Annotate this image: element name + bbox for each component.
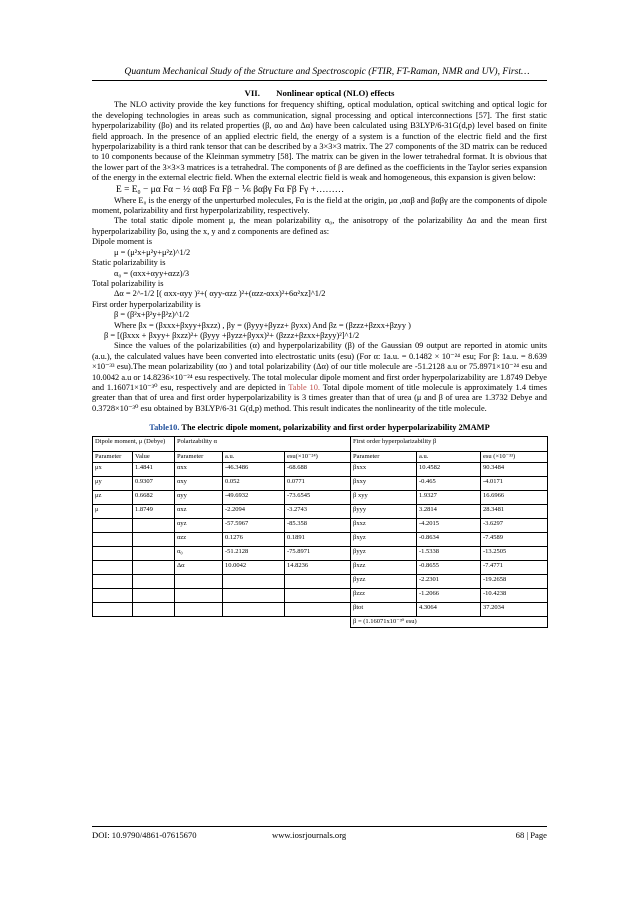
table-cell: μz	[93, 490, 133, 504]
group-dipole: Dipole moment, μ (Debye)	[93, 436, 175, 451]
table-cell	[285, 602, 351, 616]
table-cell: -1.2066	[417, 588, 481, 602]
table-cell: -68.688	[285, 462, 351, 476]
table-cell: αyz	[175, 518, 223, 532]
table-cell	[93, 560, 133, 574]
table-row	[93, 504, 548, 518]
table-cell: 37.2034	[481, 602, 548, 616]
table-cell: βzzz	[351, 588, 417, 602]
table-cell	[133, 532, 175, 546]
table-cell: αxz	[175, 504, 223, 518]
table-row	[93, 560, 548, 574]
table-row	[93, 574, 548, 588]
table-caption	[92, 423, 547, 433]
footer-page-number: 68 | Page	[515, 830, 547, 840]
equation-beta: β = (β²x+β²y+β²z)^1/2	[114, 310, 190, 320]
section-heading	[92, 88, 547, 98]
table-group-header	[93, 436, 548, 451]
table-cell: -4.0171	[481, 476, 548, 490]
table-cell	[223, 602, 285, 616]
table-row	[93, 490, 548, 504]
table-cell: -49.6932	[223, 490, 285, 504]
nlo-table	[92, 436, 548, 628]
equation-dipole: μ = (μ²x+μ²y+μ²z)^1/2	[114, 247, 191, 257]
table-cell: 1.4841	[133, 462, 175, 476]
table-cell: μy	[93, 476, 133, 490]
results-text-a: Since the values of the polarizabilities (α) and hyperpolarizability (β) of the Gaussian 09 output are reported in atomic units (a.u.), the calculated values have been converted into electrostatic units (esu) (For α: 1a.u. = 0.1482 × 10⁻²⁴ esu; For β: 1a.u. = 8.639 ×10⁻³³ esu).The mean polarizability (αo ) and total polarizability (Δα) of our title molecule are -51.2128 a.u or 75.8971×10⁻²⁴ esu and 10.0042 a.u or 14.8236×10⁻²⁴ esu respectively. The total molecular dipole moment and first order hyperpolarizability are 1.8749 Debye and 1.16071×10⁻³⁰ esu, respectively and are depicted in	[92, 341, 547, 392]
table-cell: αxx	[175, 462, 223, 476]
table-cell: -7.4771	[481, 560, 548, 574]
table-cell: 14.8236	[285, 560, 351, 574]
table-cell	[285, 574, 351, 588]
table-cell: -13.2505	[481, 546, 548, 560]
table-cell: 16.6966	[481, 490, 548, 504]
table-cell: -75.8971	[285, 546, 351, 560]
table-cell: 0.052	[223, 476, 285, 490]
table-cell: 0.1276	[223, 532, 285, 546]
table-cell	[93, 518, 133, 532]
table-cell: β xyy	[351, 490, 417, 504]
col-header: Value	[133, 451, 175, 462]
table-row	[93, 476, 548, 490]
label-total-polarizability: Total polarizability is	[92, 278, 164, 288]
table-cell: 0.1891	[285, 532, 351, 546]
table-caption-text: The electric dipole moment, polarizability and first order hyperpolarizability 2MAMP	[181, 423, 490, 433]
table-cell: -3.6297	[481, 518, 548, 532]
label-static-polarizability: Static polarizability is	[92, 258, 166, 268]
group-hyperpolarizability: First order hyperpolarizability β	[351, 436, 548, 451]
table-cell	[133, 546, 175, 560]
table-cell: βxxy	[351, 476, 417, 490]
table-cell: 1.8749	[133, 504, 175, 518]
table-cell: -0.465	[417, 476, 481, 490]
section-title: Nonlinear optical (NLO) effects	[276, 88, 395, 98]
table-cell: βyyy	[351, 504, 417, 518]
table-cell: 10.0042	[223, 560, 285, 574]
table-cell	[285, 588, 351, 602]
table-cell: 0.6682	[133, 490, 175, 504]
table-cell	[175, 574, 223, 588]
col-header: a.u.	[417, 451, 481, 462]
table-number: Table10.	[149, 423, 180, 433]
table-cell: 90.3484	[481, 462, 548, 476]
table-reference-link[interactable]: Table 10.	[288, 382, 320, 392]
table-cell: αxy	[175, 476, 223, 490]
paragraph-where: Where E₀ is the energy of the unperturbed molecules, Fα is the field at the origin, μα ,ααβ and βαβγ are the components of dipole moment, polarizability and first hyperpolarizability, respectively.	[92, 195, 547, 216]
table-cell: 0.0771	[285, 476, 351, 490]
table-cell: -57.5967	[223, 518, 285, 532]
equation-beta-components: Where βx = (βxxx+βxyy+βxzz) , βy = (βyyy+βyzz+ βyxx) And βz = (βzzz+βzxx+βzyy )	[114, 320, 411, 330]
table-cell: 4.3064	[417, 602, 481, 616]
col-header: Parameter	[351, 451, 417, 462]
equation-static-polarizability: α₀ = (αxx+αyy+αzz)/3	[114, 268, 190, 278]
table-cell: αyy	[175, 490, 223, 504]
running-header: Quantum Mechanical Study of the Structure and Spectroscopic (FTIR, FT-Raman, NMR and UV), First…	[124, 66, 530, 77]
header-rule	[92, 80, 547, 81]
table-cell: -3.2743	[285, 504, 351, 518]
col-header: esu (×10⁻³³)	[481, 451, 548, 462]
table-cell: -4.2015	[417, 518, 481, 532]
page-content	[92, 84, 547, 628]
table-cell: αzz	[175, 532, 223, 546]
equation-total-polarizability: Δα = 2^-1/2 [( αxx-αyy )²+( αyy-αzz )²+(αzz-αxx)²+6α²xz]^1/2	[114, 289, 326, 299]
table-row	[93, 462, 548, 476]
energy-equation: E = E₀ − μα Fα − ½ ααβ Fα Fβ − ⅙ βαβγ Fα Fβ Fγ +………	[116, 184, 345, 195]
table-cell: βxyz	[351, 532, 417, 546]
table-cell: βyyz	[351, 546, 417, 560]
col-header: a.u.	[223, 451, 285, 462]
table-cell: βxzz	[351, 560, 417, 574]
equation-beta-full: β = [(βxxx + βxyy+ βxzz)²+ (βyyy +βyzz+βyxx)²+ (βzzz+βzxx+βzyy)²]^1/2	[104, 330, 360, 340]
table-cell: 3.2814	[417, 504, 481, 518]
paragraph-results	[92, 341, 547, 414]
label-dipole: Dipole moment is	[92, 237, 153, 247]
results-text-b: Total dipole moment of title molecule is approximately 1.4 times greater than that of urea and first order hyperpolarizability is 3 times greater than that of urea (μ and β of urea are 1.3732 Debye and 0.3728×10⁻³⁰ esu obtained by B3LYP/6-31 G(d,p) method. This result indicates the nonlinearity of the title molecule.	[92, 382, 547, 413]
table-column-header	[93, 451, 548, 462]
table-cell: -10.4238	[481, 588, 548, 602]
table-row	[93, 532, 548, 546]
table-row	[93, 546, 548, 560]
table-cell: -51.2128	[223, 546, 285, 560]
table-cell	[175, 588, 223, 602]
table-cell	[93, 532, 133, 546]
table-cell	[223, 588, 285, 602]
table-cell	[93, 588, 133, 602]
table-cell: 1.9327	[417, 490, 481, 504]
table-cell: -2.2094	[223, 504, 285, 518]
table-cell: -1.5338	[417, 546, 481, 560]
table-cell: -46.3486	[223, 462, 285, 476]
table-cell	[133, 588, 175, 602]
table-cell: Δα	[175, 560, 223, 574]
table-row	[93, 518, 548, 532]
col-header: Parameter	[93, 451, 133, 462]
footer-doi: DOI: 10.9790/4861-07615670	[92, 830, 197, 840]
table-cell: -7.4589	[481, 532, 548, 546]
table-cell: μx	[93, 462, 133, 476]
table-cell: βxxz	[351, 518, 417, 532]
col-header: Parameter	[175, 451, 223, 462]
table-cell	[133, 574, 175, 588]
table-cell: -2.2301	[417, 574, 481, 588]
table-cell: -73.6545	[285, 490, 351, 504]
table-cell: α₀	[175, 546, 223, 560]
table-cell	[223, 574, 285, 588]
table-cell: βtot	[351, 602, 417, 616]
table-cell	[93, 546, 133, 560]
table-row	[93, 588, 548, 602]
table-cell: βyzz	[351, 574, 417, 588]
table-cell: μ	[93, 504, 133, 518]
table-cell	[133, 518, 175, 532]
table-cell: -0.8634	[417, 532, 481, 546]
table-cell: 28.3481	[481, 504, 548, 518]
table-cell	[93, 574, 133, 588]
table-cell	[175, 602, 223, 616]
table-cell: βxxx	[351, 462, 417, 476]
table-cell: -0.8655	[417, 560, 481, 574]
label-first-hyperpolarizability: First order hyperpolarizability is	[92, 299, 201, 309]
footer-rule	[92, 826, 547, 827]
table-cell: 10.4582	[417, 462, 481, 476]
table-cell	[93, 602, 133, 616]
section-number: VII.	[244, 88, 260, 98]
table-row	[93, 602, 548, 616]
table-cell: -19.2658	[481, 574, 548, 588]
table-cell	[133, 560, 175, 574]
table-footer-blank	[93, 616, 351, 627]
table-footer-note: β = (1.16071x10⁻³⁰ esu)	[351, 616, 548, 627]
group-polarizability: Polarizability α	[175, 436, 351, 451]
table-footer-row	[93, 616, 548, 627]
table-cell: -85.358	[285, 518, 351, 532]
paragraph-definitions: The total static dipole moment μ, the mean polarizability α₀, the anisotropy of the polarizability Δα and the mean first hyperpolarizability βo, using the x, y and z components are defined as:	[92, 216, 547, 236]
table-cell	[133, 602, 175, 616]
footer-site[interactable]: www.iosrjournals.org	[272, 830, 347, 840]
col-header: esu(×10⁻²⁴)	[285, 451, 351, 462]
paragraph-intro: The NLO activity provide the key functions for frequency shifting, optical modulation, optical switching and optical logic for the developing technologies in areas such as communication, signal processing and optical interconnections [57]. The first static hyperpolarizability (βo) and its related properties (β, αo and Δα) have been calculated using B3LYP/6-31G(d,p) level based on finite field approach. In the presence of an applied electric field, the energy of a system is a function of the electric field and the first hyperpolarizability is a third rank tensor that can be described by a 3×3×3 matrix. The 27 components of the 3D matrix can be reduced to 10 components because of the Kleinman symmetry [58]. The matrix can be given in the lower tetrahedral format. It is obvious that the lower part of the 3×3×3 matrices is a tetrahedral. The components of β are defined as the coefficients in the Taylor series expansion of the energy in the external electric field. When the external electric field is weak and homogeneous, this expansion is given below:	[92, 100, 547, 183]
table-cell: 0.9307	[133, 476, 175, 490]
